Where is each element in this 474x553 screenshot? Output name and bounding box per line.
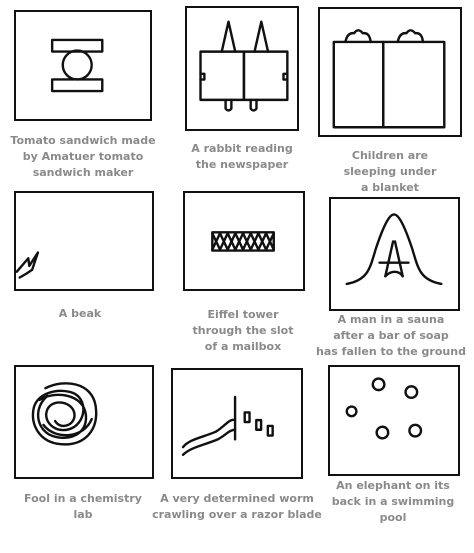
droodle-sauna-soap <box>329 197 460 311</box>
blanket-left <box>334 42 383 127</box>
droodle-children-blanket <box>318 7 462 137</box>
newspaper-right-page <box>244 52 287 100</box>
sauna-soap-drawing <box>331 199 458 309</box>
bottom-bread-slice <box>52 79 102 91</box>
left-rabbit-foot <box>226 100 232 111</box>
worm-razor-drawing <box>173 370 301 477</box>
razor-fragment-2 <box>256 420 261 430</box>
beak-drawing <box>16 193 152 289</box>
razor-fragment-3 <box>268 426 273 436</box>
blanket-right <box>383 42 444 127</box>
elephant-foot-1 <box>373 379 385 391</box>
droodle-elephant-pool <box>328 365 460 476</box>
razor-fragment-1 <box>245 412 250 422</box>
elephant-foot-4 <box>409 425 421 437</box>
caption-eiffel-mailbox: Eiffel tower through the slot of a mailbox <box>192 308 294 353</box>
man-body-outline <box>347 214 442 283</box>
elephant-foot-2 <box>406 386 418 398</box>
left-rabbit-ear <box>222 22 236 52</box>
right-rabbit-foot <box>251 100 257 111</box>
beak-shape <box>17 253 38 278</box>
caption-elephant-pool: An elephant on its back in a swimming pool <box>331 479 455 524</box>
elephant-pool-drawing <box>330 367 458 474</box>
smoke-scribble <box>33 383 96 444</box>
tomato-slice <box>63 51 92 80</box>
children-blanket-drawing <box>320 9 460 135</box>
droodle-chemistry-fool <box>14 365 154 479</box>
caption-beak: A beak <box>58 307 102 320</box>
droodle-rabbit-newspaper <box>185 6 299 131</box>
child-head-left <box>345 30 370 42</box>
caption-tomato-sandwich: Tomato sandwich made by Amatuer tomato sandwich maker <box>10 134 156 179</box>
rabbit-newspaper-drawing <box>187 8 297 129</box>
droodle-beak <box>14 191 154 291</box>
caption-rabbit-newspaper: A rabbit reading the newspaper <box>191 142 293 171</box>
tomato-sandwich-drawing <box>16 12 150 119</box>
chemistry-fool-drawing <box>16 367 152 477</box>
caption-sauna-soap: A man in a sauna after a bar of soap has fallen to the ground <box>316 313 466 358</box>
elephant-trunk-tip <box>347 407 357 417</box>
elephant-foot-3 <box>377 427 389 439</box>
eiffel-mailbox-drawing <box>185 193 303 289</box>
right-rabbit-ear <box>255 22 269 52</box>
newspaper-left-page <box>201 52 244 100</box>
caption-worm-razor: A very determined worm crawling over a razor blade <box>152 492 322 521</box>
droodle-tomato-sandwich <box>14 10 152 121</box>
caption-chemistry-fool: Fool in a chemistry lab <box>24 492 142 521</box>
droodle-eiffel-mailbox <box>183 191 305 291</box>
caption-children-blanket: Children are sleeping under a blanket <box>343 149 437 194</box>
droodle-worm-razor <box>171 368 303 479</box>
child-head-right <box>398 30 423 42</box>
